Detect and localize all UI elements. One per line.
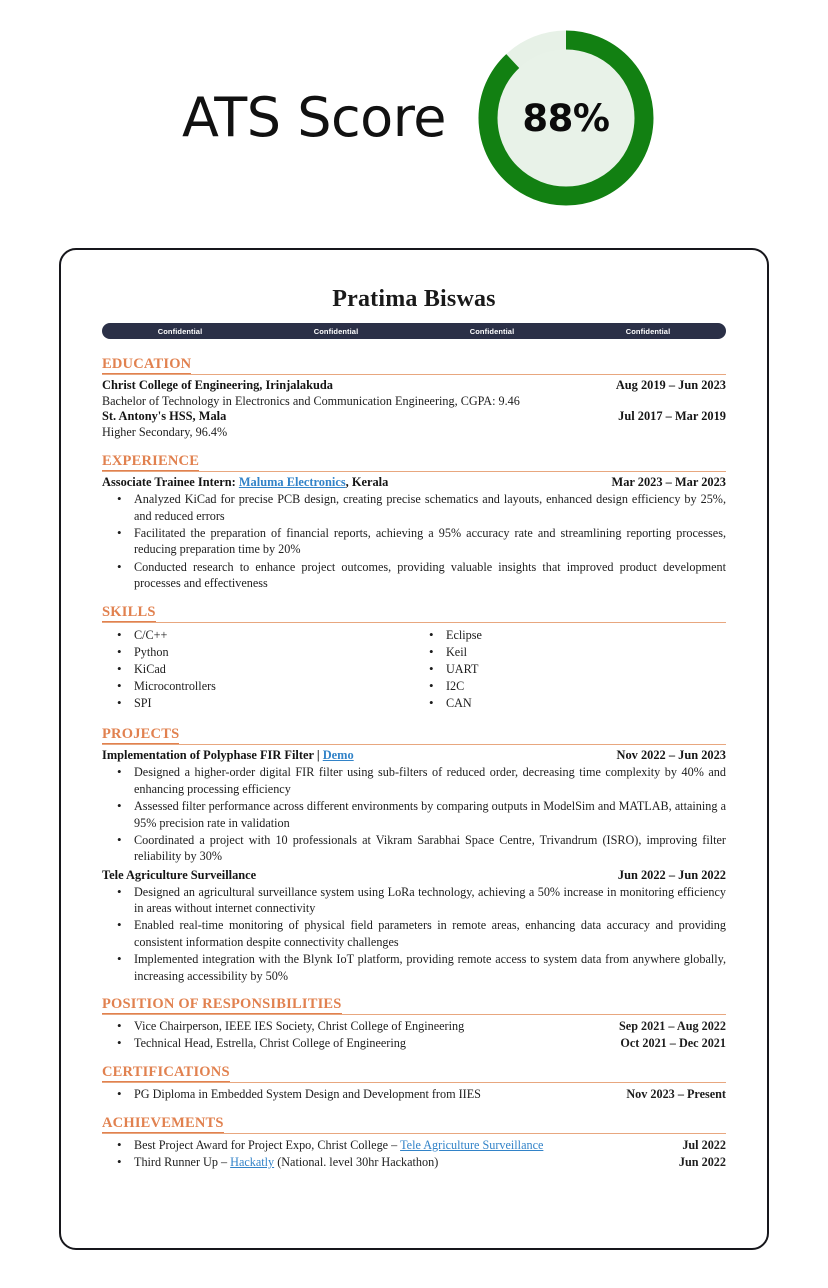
section-heading-responsibilities: POSITION OF RESPONSIBILITIES <box>102 996 726 1015</box>
list-item: • Microcontrollers <box>102 678 414 695</box>
education-institution: St. Antony's HSS, Mala <box>102 409 227 424</box>
list-item <box>102 1018 726 1035</box>
education-detail: Higher Secondary, 96.4% <box>102 425 228 440</box>
confidential-label: Confidential <box>157 326 203 336</box>
section-projects <box>102 726 726 984</box>
section-skills <box>102 604 726 715</box>
resume-preview-card <box>59 248 769 1250</box>
section-heading-education: EDUCATION <box>102 356 726 375</box>
list-item: • Facilitated the preparation of financial reports, achieving a 95% accuracy rate and streamlining reporting processes, reducing preparation time by 20% <box>102 525 726 558</box>
experience-entry <box>102 475 726 490</box>
list-item: • SPI <box>102 695 414 712</box>
certification-date: Nov 2023 – Present <box>626 1087 726 1102</box>
certifications-list <box>102 1086 726 1103</box>
list-item: • Implemented integration with the Blynk IoT platform, providing remote access to system data from anywhere globally, increasing accessibility by 50% <box>102 951 726 984</box>
achievement-text <box>134 1154 438 1171</box>
responsibility-date: Sep 2021 – Aug 2022 <box>619 1019 726 1034</box>
list-item: • Coordinated a project with 10 professionals at Vikram Sarabhai Space Centre, Trivandrum (ISRO), improving filter reliability by 30% <box>102 832 726 865</box>
resume-candidate-name: Pratima Biswas <box>332 286 496 312</box>
education-date: Jul 2017 – Mar 2019 <box>618 409 726 424</box>
education-entry <box>102 378 726 393</box>
section-certifications <box>102 1064 726 1103</box>
project-bullets <box>102 764 726 865</box>
section-experience <box>102 453 726 592</box>
list-item <box>102 1154 726 1171</box>
certification-text: • PG Diploma in Embedded System Design and Development from IIES <box>134 1087 481 1102</box>
section-achievements <box>102 1115 726 1171</box>
list-item: • KiCad <box>102 661 414 678</box>
experience-bullets <box>102 491 726 592</box>
responsibilities-list <box>102 1018 726 1052</box>
list-item: • Keil <box>414 644 726 661</box>
list-item: • Assessed filter performance across different environments by comparing outputs in ModelSim and MATLAB, attaining a 95% precision rate in validation <box>102 798 726 831</box>
ats-score-header <box>0 0 828 236</box>
skills-column-left <box>102 627 414 712</box>
section-education <box>102 356 726 440</box>
confidential-label: Confidential <box>313 326 359 336</box>
experience-location: , Kerala <box>345 475 389 490</box>
experience-company-link[interactable]: Maluma Electronics <box>238 475 346 490</box>
achievements-list <box>102 1137 726 1171</box>
education-institution: Christ College of Engineering, Irinjalakuda <box>102 378 333 392</box>
confidential-label: Confidential <box>625 326 671 336</box>
responsibility-date: Oct 2021 – Dec 2021 <box>620 1036 726 1051</box>
list-item <box>102 1137 726 1154</box>
section-heading-certifications: CERTIFICATIONS <box>102 1064 726 1083</box>
project-name: Tele Agriculture Surveillance <box>102 867 257 882</box>
project-date: Nov 2022 – Jun 2023 <box>616 748 726 763</box>
list-item <box>102 1035 726 1052</box>
project-bullets <box>102 884 726 985</box>
list-item: • C/C++ <box>102 627 414 644</box>
skills-grid <box>102 626 726 715</box>
achievement-suffix: (National. level 30hr Hackathon) <box>274 1154 439 1169</box>
achievement-text <box>134 1137 543 1154</box>
list-item: • UART <box>414 661 726 678</box>
ats-score-ring <box>476 28 656 208</box>
project-entry <box>102 748 726 763</box>
experience-role <box>102 475 388 490</box>
list-item: • Conducted research to enhance project outcomes, providing valuable insights that improved product development processes and effectiveness <box>102 559 726 592</box>
list-item: • I2C <box>414 678 726 695</box>
project-demo-link[interactable]: Demo <box>322 748 354 763</box>
list-item: • Designed an agricultural surveillance system using LoRa technology, achieving a 50% increase in monitoring efficiency in areas without internet connectivity <box>102 884 726 917</box>
list-item: • Analyzed KiCad for precise PCB design, creating precise schematics and layouts, enhanced design efficiency by 25%, and reduced errors <box>102 491 726 524</box>
project-title-text: Implementation of Polyphase FIR Filter | <box>102 748 320 763</box>
achievement-date: Jun 2022 <box>678 1154 726 1169</box>
confidential-label: Confidential <box>469 326 515 336</box>
education-date: Aug 2019 – Jun 2023 <box>615 378 726 392</box>
achievement-link[interactable]: Hackatly <box>230 1154 275 1169</box>
confidential-contact-bar <box>102 323 726 339</box>
section-heading-projects: PROJECTS <box>102 726 726 745</box>
achievement-link[interactable]: Tele Agriculture Surveillance <box>400 1137 544 1152</box>
section-heading-achievements: ACHIEVEMENTS <box>102 1115 726 1134</box>
list-item: • Designed a higher-order digital FIR filter using sub-filters of reduced order, decreasing time complexity by 40% and enhancing processing efficiency <box>102 764 726 797</box>
experience-role-prefix: Associate Trainee Intern: <box>102 475 236 490</box>
ats-score-title: ATS Score <box>182 86 446 149</box>
project-name <box>102 748 354 763</box>
resume-content <box>61 250 767 1183</box>
achievement-prefix: Third Runner Up – <box>134 1154 231 1169</box>
achievement-prefix: Best Project Award for Project Expo, Christ College – <box>134 1137 401 1152</box>
section-heading-experience: EXPERIENCE <box>102 453 726 472</box>
list-item: • Enabled real-time monitoring of physical field parameters in remote areas, enhancing data accuracy and providing consistent information despite connectivity challenges <box>102 917 726 950</box>
project-date: Jun 2022 – Jun 2022 <box>617 867 726 882</box>
education-entry <box>102 409 726 424</box>
list-item: • Eclipse <box>414 627 726 644</box>
experience-date: Mar 2023 – Mar 2023 <box>611 475 726 490</box>
project-entry <box>102 868 726 883</box>
list-item <box>102 1086 726 1103</box>
skills-column-right <box>414 627 726 712</box>
responsibility-text: • Vice Chairperson, IEEE IES Society, Christ College of Engineering <box>134 1019 465 1034</box>
education-detail: Bachelor of Technology in Electronics and Communication Engineering, CGPA: 9.46 <box>102 394 520 408</box>
responsibility-text: • Technical Head, Estrella, Christ College of Engineering <box>134 1036 406 1051</box>
achievement-date: Jul 2022 <box>682 1137 726 1152</box>
ats-score-value: 88% <box>522 96 610 140</box>
list-item: • CAN <box>414 695 726 712</box>
list-item: • Python <box>102 644 414 661</box>
section-responsibilities <box>102 996 726 1052</box>
section-heading-skills: SKILLS <box>102 604 726 623</box>
